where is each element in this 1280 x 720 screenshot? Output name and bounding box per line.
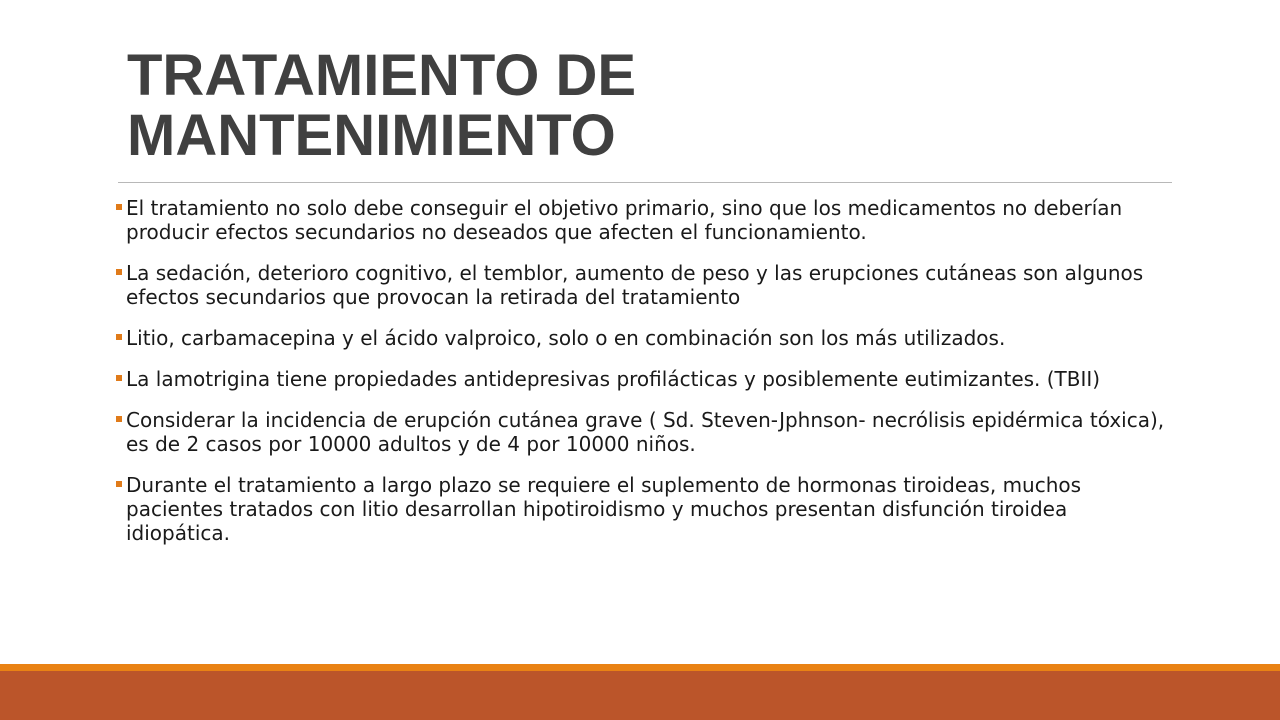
square-bullet-icon — [116, 204, 122, 210]
bullet-item — [116, 261, 1166, 309]
title-line-1: TRATAMIENTO DE — [127, 43, 637, 108]
bullet-text: La lamotrigina tiene propiedades antidepresivas profilácticas y posiblemente eutimizantes. (TBII) — [126, 367, 1101, 391]
bullet-text: Considerar la incidencia de erupción cutánea grave ( Sd. Steven-Jphnson- necrólisis epidérmica tóxica), es de 2 casos por 10000 adultos y de 4 por 10000 niños. — [126, 408, 1165, 456]
footer-bar — [0, 671, 1280, 720]
bullet-text: Litio, carbamacepina y el ácido valproico, solo o en combinación son los más utilizados. — [126, 326, 1006, 350]
square-bullet-icon — [116, 269, 122, 275]
square-bullet-icon — [116, 334, 122, 340]
bullet-list — [116, 196, 1166, 562]
bullet-item — [116, 196, 1166, 244]
bullet-text: La sedación, deterioro cognitivo, el temblor, aumento de peso y las erupciones cutáneas son algunos efectos secundarios que provocan la retirada del tratamiento — [126, 261, 1144, 309]
square-bullet-icon — [116, 481, 122, 487]
title-divider — [118, 182, 1172, 183]
title-line-2: MANTENIMIENTO — [127, 103, 616, 168]
bullet-text: El tratamiento no solo debe conseguir el objetivo primario, sino que los medicamentos no deberían producir efectos secundarios no deseados que afecten el funcionamiento. — [126, 196, 1123, 244]
bullet-item — [116, 326, 1166, 350]
bullet-text: Durante el tratamiento a largo plazo se requiere el suplemento de hormonas tiroideas, muchos pacientes tratados con litio desarrollan hipotiroidismo y muchos presentan disfunción tiroidea idiopática. — [126, 473, 1082, 545]
footer-accent-bar — [0, 664, 1280, 671]
square-bullet-icon — [116, 375, 122, 381]
bullet-item — [116, 408, 1166, 456]
slide-title — [127, 43, 1147, 168]
square-bullet-icon — [116, 416, 122, 422]
bullet-item — [116, 473, 1166, 545]
bullet-item — [116, 367, 1166, 391]
